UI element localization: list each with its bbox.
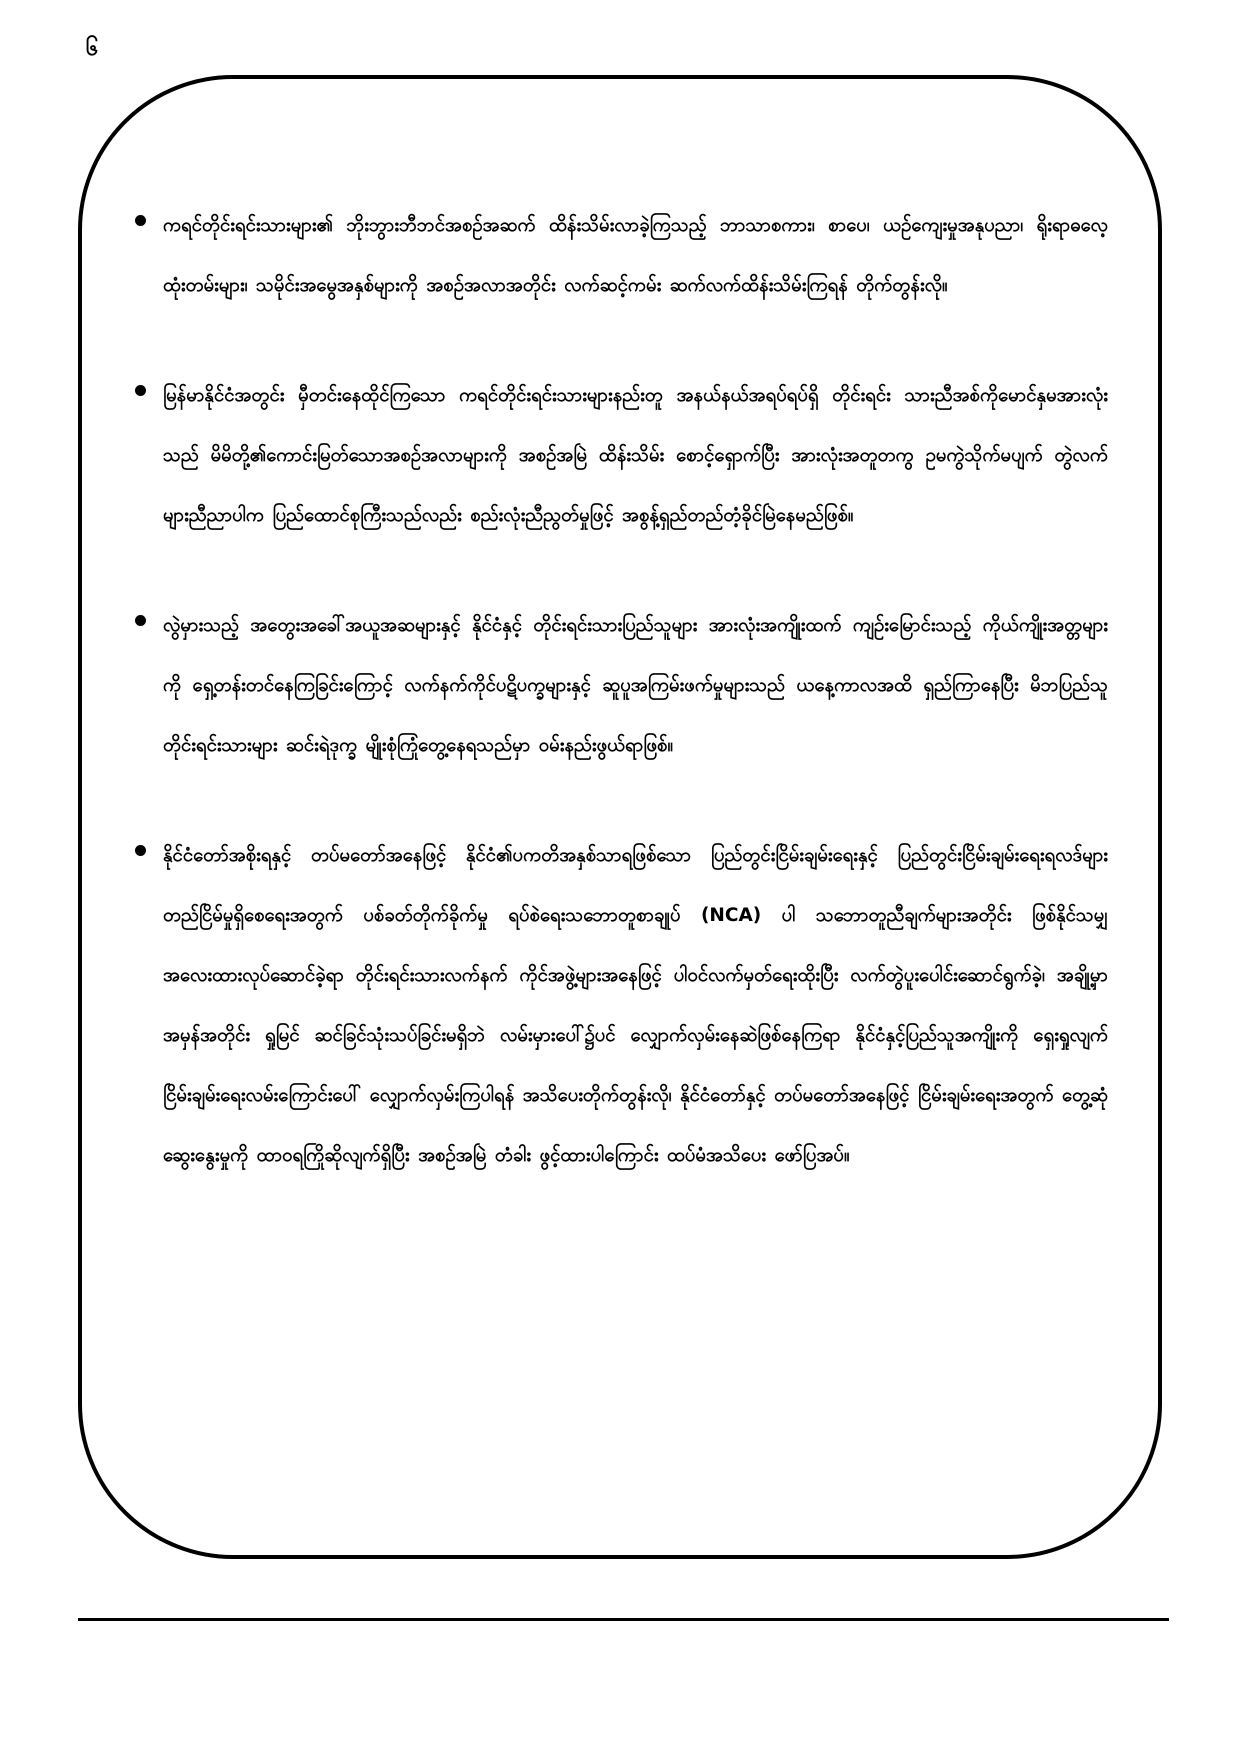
bullet-icon bbox=[135, 385, 146, 396]
list-item bbox=[128, 596, 1108, 776]
bullet-list bbox=[128, 196, 1108, 1186]
bottom-rule bbox=[78, 1618, 1169, 1621]
bullet-text: နိုင်ငံတော်အစိုးရနှင့် တပ်မတော်အနေဖြင့် နိုင်ငံ၏ပကတိအနှစ်သာရဖြစ်သော ပြည်တွင်းငြိမ်းချမ်းရေးနှင့် ပြည်တွင်းငြိမ်းချမ်းရေးရလဒ်များ တည်ငြိမ်မှုရှိစေရေးအတွက် ပစ်ခတ်တိုက်ခိုက်မှု ရပ်စဲရေးသဘောတူစာချုပ် (NCA) ပါ သဘောတူညီချက်များအတိုင်း ဖြစ်နိုင်သမျှ အလေးထားလုပ်ဆောင်ခဲ့ရာ တိုင်းရင်းသားလက်နက် ကိုင်အဖွဲ့များအနေဖြင့် ပါဝင်လက်မှတ်ရေးထိုးပြီး လက်တွဲပူးပေါင်းဆောင်ရွက်ခဲ့၊ အချို့မှာ အမှန်အတိုင်း ရှုမြင် ဆင်ခြင်သုံးသပ်ခြင်းမရှိဘဲ လမ်းမှားပေါ်၌ပင် လျှောက်လှမ်းနေဆဲဖြစ်နေကြရာ နိုင်ငံနှင့်ပြည်သူအကျိုးကို ရှေးရှုလျက် ငြိမ်းချမ်းရေးလမ်းကြောင်းပေါ် လျှောက်လှမ်းကြပါရန် အသိပေးတိုက်တွန်းလို၊ နိုင်ငံတော်နှင့် တပ်မတော်အနေဖြင့် ငြိမ်းချမ်းရေးအတွက် တွေ့ဆုံဆွေးနွေးမှုကို ထာဝရကြိုဆိုလျက်ရှိပြီး အစဉ်အမြဲ တံခါး ဖွင့်ထားပါကြောင်း ထပ်မံအသိပေး ဖော်ပြအပ်။ bbox=[163, 845, 1108, 1166]
bullet-text: ကရင်တိုင်းရင်းသားများ၏ ဘိုးဘွားဘီဘင်အစဉ်အဆက် ထိန်းသိမ်းလာခဲ့ကြသည့် ဘာသာစကား၊ စာပေ၊ ယဉ်ကျေးမှုအနုပညာ၊ ရိုးရာဓလေ့ထုံးတမ်းများ၊ သမိုင်းအမွေအနှစ်များကို အစဉ်အလာအတိုင်း လက်ဆင့်ကမ်း ဆက်လက်ထိန်းသိမ်းကြရန် တိုက်တွန်းလို။ bbox=[163, 215, 1108, 296]
bullet-icon bbox=[135, 615, 146, 626]
bullet-icon bbox=[135, 845, 146, 856]
list-item bbox=[128, 366, 1108, 546]
list-item bbox=[128, 196, 1108, 316]
bullet-text: လွဲမှားသည့် အတွေးအခေါ်အယူအဆများနှင့် နိုင်ငံနှင့် တိုင်းရင်းသားပြည်သူများ အားလုံးအကျိုးထက် ကျဉ်းမြောင်းသည့် ကိုယ်ကျိုးအတ္တများကို ရှေ့တန်းတင်နေကြခြင်းကြောင့် လက်နက်ကိုင်ပဋိပက္ခများနှင့် ဆူပူအကြမ်းဖက်မှုများသည် ယနေ့ကာလအထိ ရှည်ကြာနေပြီး မိဘပြည်သူတိုင်းရင်းသားများ ဆင်းရဲဒုက္ခ မျိုးစုံကြုံတွေ့နေရသည်မှာ ဝမ်းနည်းဖွယ်ရာဖြစ်။ bbox=[163, 615, 1108, 756]
bullet-text: မြန်မာနိုင်ငံအတွင်း မှီတင်းနေထိုင်ကြသော ကရင်တိုင်းရင်းသားများနည်းတူ အနယ်နယ်အရပ်ရပ်ရှိ တိုင်းရင်း သားညီအစ်ကိုမောင်နှမအားလုံးသည် မိမိတို့၏ကောင်းမြတ်သောအစဉ်အလာများကို အစဉ်အမြဲ ထိန်းသိမ်း စောင့်ရှောက်ပြီး အားလုံးအတူတကွ ဥမကွဲသိုက်မပျက် တွဲလက်များညီညာပါက ပြည်ထောင်စုကြီးသည်လည်း စည်းလုံးညီညွတ်မှုဖြင့် အစွန့်ရှည်တည်တံ့ခိုင်မြဲနေမည်ဖြစ်။ bbox=[163, 385, 1108, 526]
page-number: ၆ bbox=[86, 36, 99, 61]
bullet-icon bbox=[135, 215, 146, 226]
list-item bbox=[128, 826, 1108, 1186]
